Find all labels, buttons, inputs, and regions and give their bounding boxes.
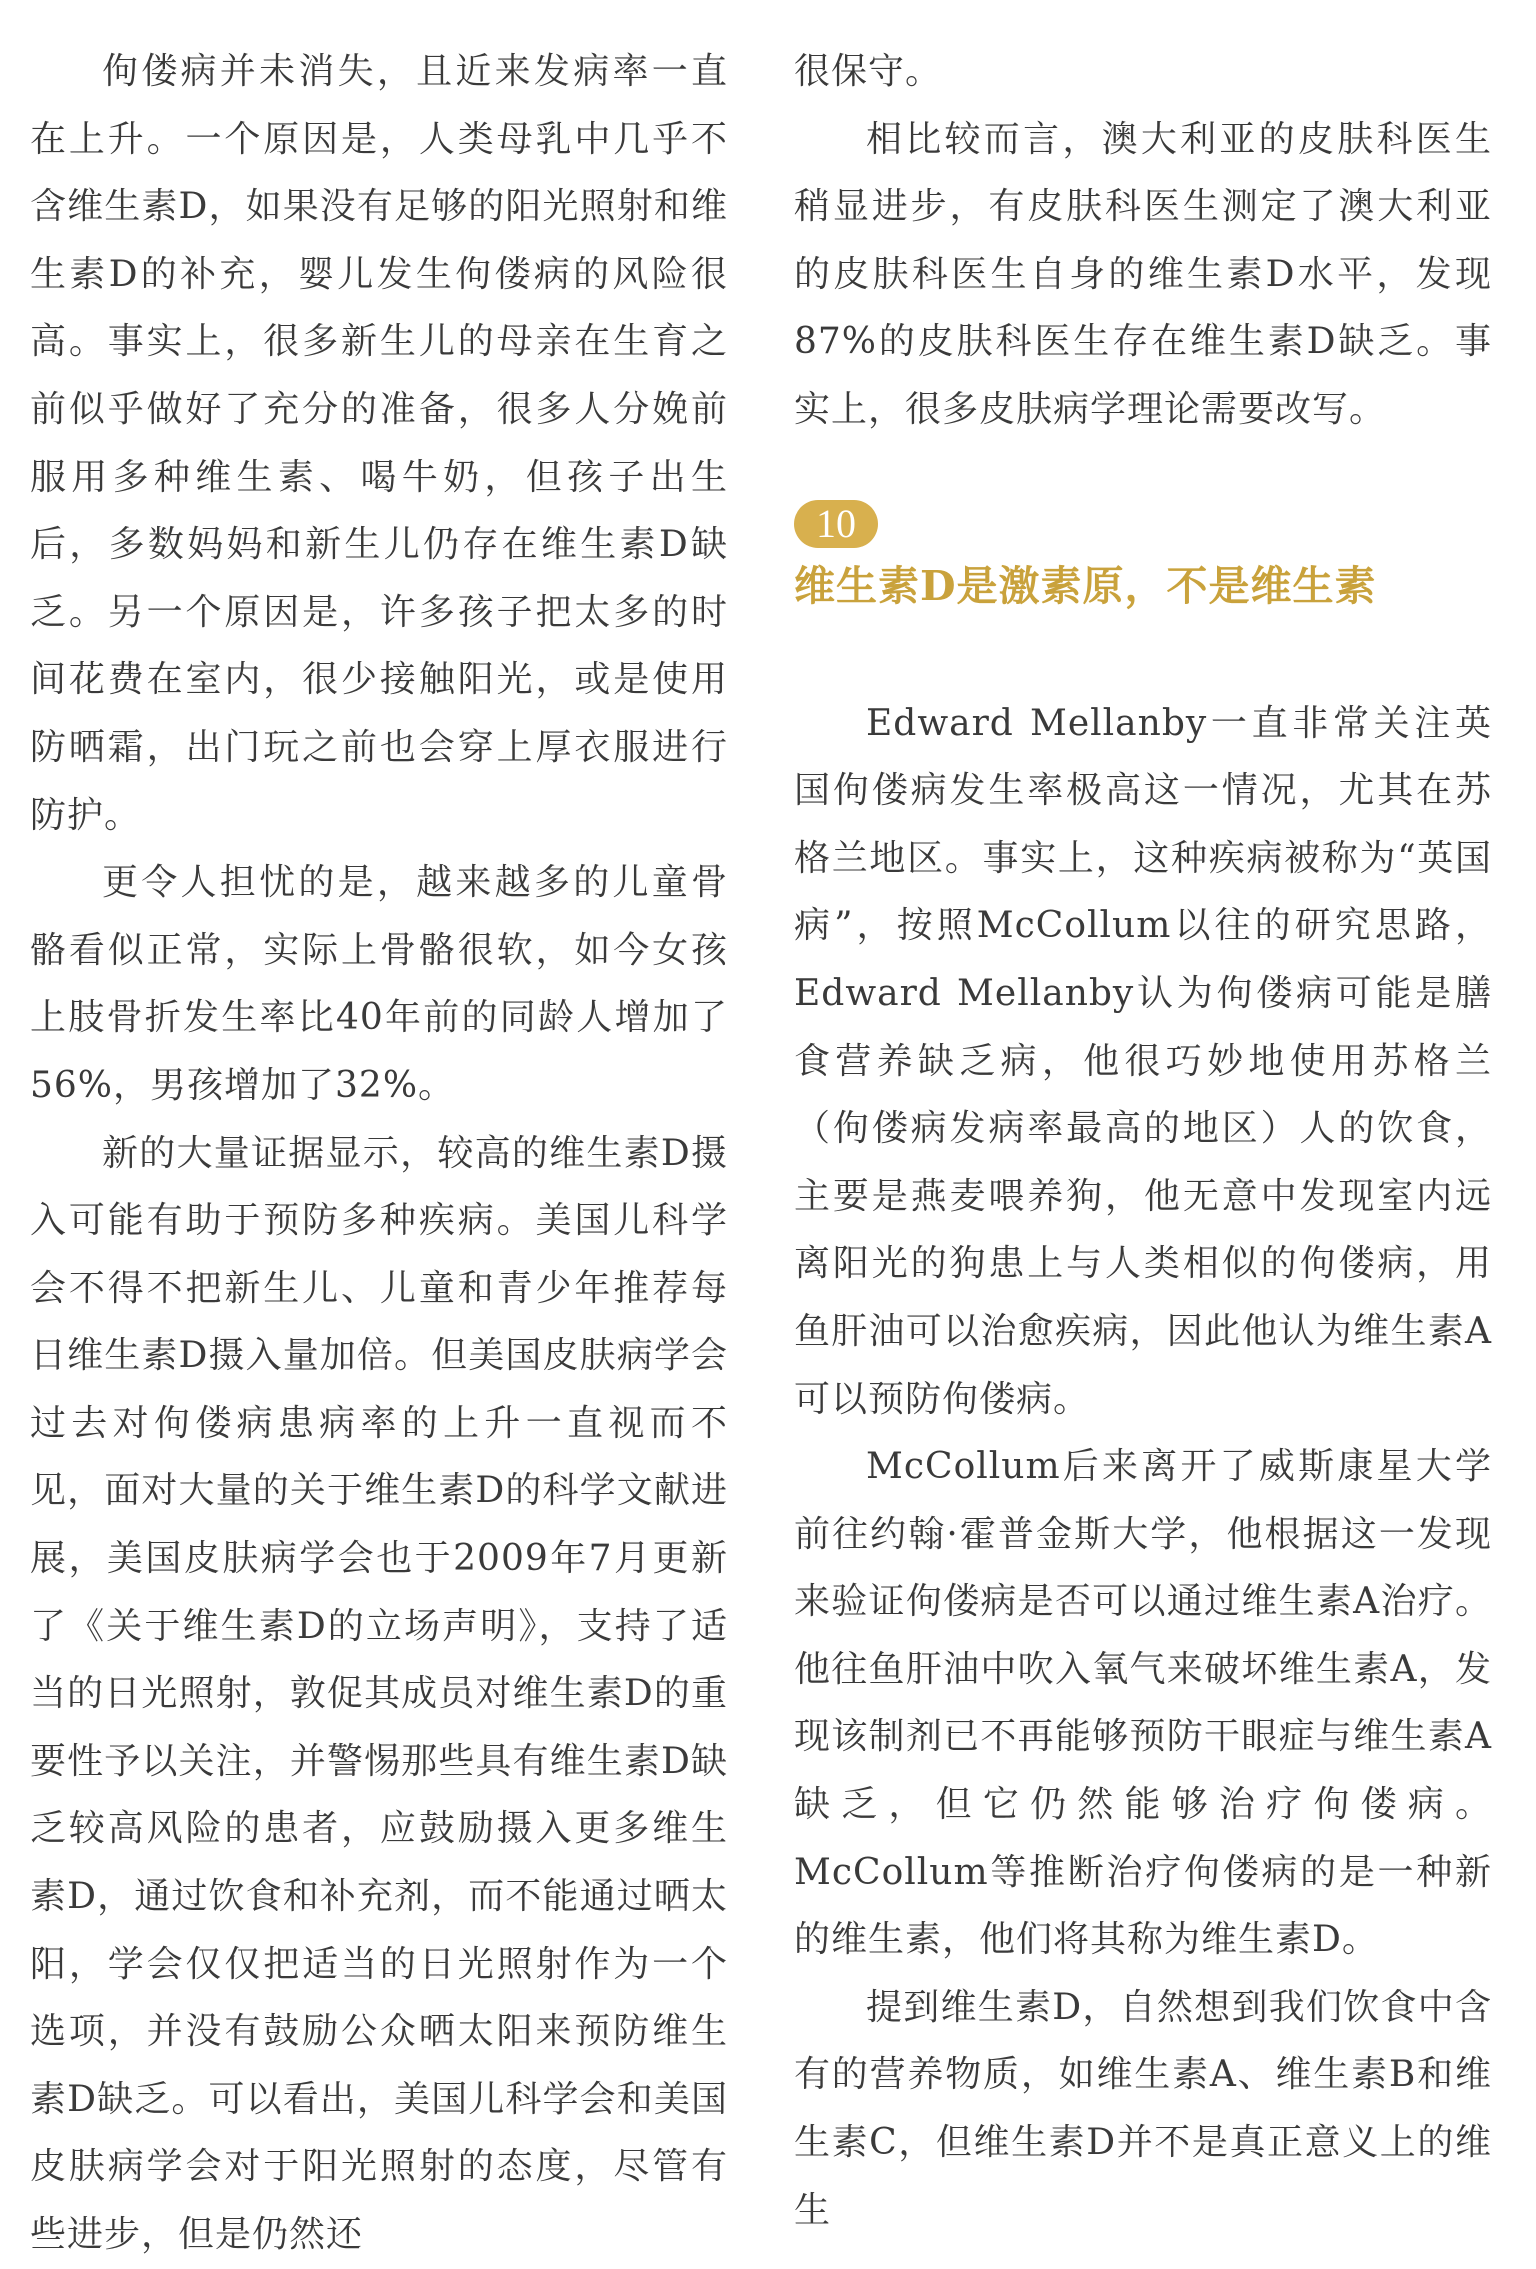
- body-paragraph: McCollum后来离开了威斯康星大学前往约翰·霍普金斯大学，他根据这一发现来验证佝偻病是否可以通过维生素A治疗。他往鱼肝油中吹入氧气来破坏维生素A，发现该制剂已不再能够预防干眼症与维生素A缺乏，但它仍然能够治疗佝偻病。McCollum等推断治疗佝偻病的是一种新的维生素，他们将其称为维生素D。: [794, 1446, 1492, 1961]
- section-title: 维生素D是激素原，不是维生素: [794, 561, 1377, 610]
- body-paragraph: 新的大量证据显示，较高的维生素D摄入可能有助于预防多种疾病。美国儿科学会不得不把新生儿、儿童和青少年推荐每日维生素D摄入量加倍。但美国皮肤病学会过去对佝偻病患病率的上升一直视而不见，面对大量的关于维生素D的科学文献进展，美国皮肤病学会也于2009年7月更新了《关于维生素D的立场声明》，支持了适当的日光照射，敦促其成员对维生素D的重要性予以关注，并警惕那些具有维生素D缺乏较高风险的患者，应鼓励摄入更多维生素D，通过饮食和补充剂，而不能通过晒太阳，学会仅仅把适当的日光照射作为一个选项，并没有鼓励公众晒太阳来预防维生素D缺乏。可以看出，美国儿科学会和美国皮肤病学会对于阳光照射的态度，尽管有些进步，但是仍然还: [30, 1132, 728, 2255]
- section-header: [794, 500, 1492, 614]
- body-paragraph: 相比较而言，澳大利亚的皮肤科医生稍显进步，有皮肤科医生测定了澳大利亚的皮肤科医生自身的维生素D水平，发现87%的皮肤科医生存在维生素D缺乏。事实上，很多皮肤病学理论需要改写。: [794, 118, 1492, 430]
- body-paragraph: 更令人担忧的是，越来越多的儿童骨骼看似正常，实际上骨骼很软，如今女孩上肢骨折发生率比40年前的同龄人增加了56%，男孩增加了32%。: [30, 862, 728, 1106]
- body-paragraph: 提到维生素D，自然想到我们饮食中含有的营养物质，如维生素A、维生素B和维生素C，但维生素D并不是真正意义上的维生: [794, 1986, 1492, 2231]
- body-paragraph: 很保守。: [794, 51, 943, 92]
- body-paragraph: 佝偻病并未消失，且近来发病率一直在上升。一个原因是，人类母乳中几乎不含维生素D，如果没有足够的阳光照射和维生素D的补充，婴儿发生佝偻病的风险很高。事实上，很多新生儿的母亲在生育之前似乎做好了充分的准备，很多人分娩前服用多种维生素、喝牛奶，但孩子出生后，多数妈妈和新生儿仍存在维生素D缺乏。另一个原因是，许多孩子把太多的时间花费在室内，很少接触阳光，或是使用防晒霜，出门玩之前也会穿上厚衣服进行防护。: [30, 51, 728, 836]
- section-number-badge: 10: [794, 500, 878, 548]
- right-column: [794, 38, 1492, 2244]
- body-paragraph: Edward Mellanby一直非常关注英国佝偻病发生率极高这一情况，尤其在苏格兰地区。事实上，这种疾病被称为“英国病”，按照McCollum以往的研究思路，Edward Mellanby认为佝偻病可能是膳食营养缺乏病，他很巧妙地使用苏格兰（佝偻病发病率最高的地区）人的饮食，主要是燕麦喂养狗，他无意中发现室内远离阳光的狗患上与人类相似的佝偻病，用鱼肝油可以治愈疾病，因此他认为维生素A可以预防佝偻病。: [794, 702, 1492, 1420]
- left-column: [30, 38, 728, 2269]
